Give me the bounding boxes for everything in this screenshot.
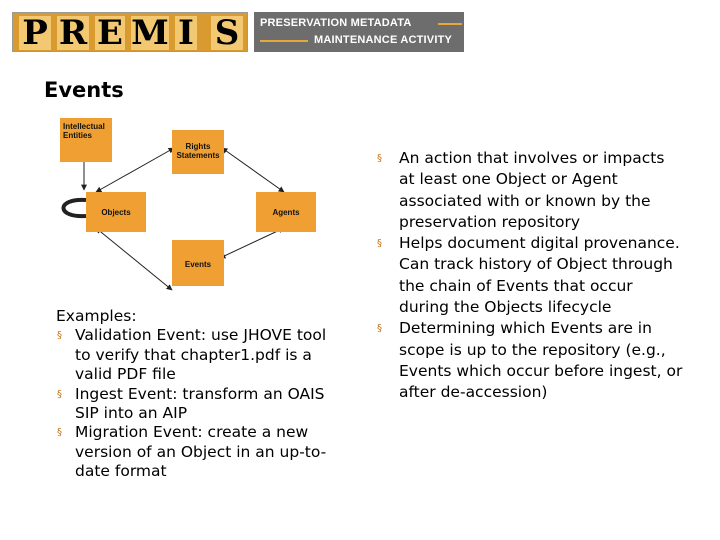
- node-label: Agents: [272, 208, 300, 217]
- objects-self-relation: [64, 200, 87, 216]
- bullet-icon: §: [57, 330, 62, 342]
- list-item-text: Determining which Events are in scope is up to the repository (e.g., Events which occur before ingest, or after de-accession): [399, 319, 683, 402]
- list-item: [376, 233, 684, 318]
- bullet-icon: §: [377, 238, 382, 250]
- logo-letter-s: S: [211, 16, 243, 50]
- arrow-objects-events: [96, 228, 172, 290]
- list-item-text: An action that involves or impacts at least one Object or Agent associated with or known by the preservation repository: [399, 149, 665, 231]
- bullet-icon: §: [57, 427, 62, 439]
- logo-letter-e: E: [95, 16, 125, 50]
- tagline-rule: [438, 23, 462, 25]
- logo-letter-i: I: [175, 16, 197, 50]
- list-item-text: Validation Event: use JHOVE tool to verify that chapter1.pdf is a valid PDF file: [75, 326, 327, 384]
- node-events: [172, 240, 224, 286]
- node-label: Events: [184, 260, 212, 269]
- logo-letter-r: R: [58, 13, 88, 53]
- header-banner: [12, 12, 464, 52]
- premis-data-model-diagram: [56, 112, 328, 298]
- node-label: Objects: [101, 208, 131, 217]
- node-agents: [256, 192, 316, 232]
- tagline-line2: MAINTENANCE ACTIVITY: [314, 34, 453, 46]
- list-item-text: Ingest Event: transform an OAIS SIP into an AIP: [75, 384, 325, 423]
- arrow-events-agents: [220, 228, 284, 258]
- bullet-list: [376, 148, 684, 404]
- tagline-box: [254, 12, 464, 52]
- logo-letter-p: P: [19, 16, 51, 50]
- list-item-text: Helps document digital provenance. Can track history of Object through the chain of Events that occur during the Objects lifecycle: [399, 234, 680, 317]
- node-objects: [86, 192, 146, 232]
- node-intellectual-entities: [60, 118, 112, 162]
- list-item: [56, 385, 346, 424]
- examples-heading: Examples:: [56, 307, 137, 325]
- list-item-text: Migration Event: create a new version of an Object in an up-to-date format: [75, 423, 327, 481]
- page-title: Events: [44, 78, 124, 102]
- event-definition-bullets: [376, 148, 684, 404]
- logo-letter-m: M: [131, 13, 169, 53]
- list-item: [376, 148, 684, 233]
- bullet-icon: §: [377, 153, 382, 164]
- list-item: [56, 423, 346, 481]
- bullet-icon: §: [377, 323, 382, 335]
- node-label: Entities: [63, 131, 92, 140]
- tagline-rule: [260, 40, 308, 42]
- node-label: Statements: [176, 151, 220, 160]
- arrow-rights-agents: [222, 148, 284, 192]
- node-label: Intellectual: [63, 122, 105, 131]
- bullet-icon: §: [57, 388, 62, 400]
- premis-logo: [12, 12, 248, 52]
- node-label: Rights: [185, 142, 211, 151]
- examples-list: [56, 326, 346, 481]
- list-item: [376, 318, 684, 403]
- tagline-line1: PRESERVATION METADATA: [260, 17, 412, 29]
- examples-section: [56, 307, 346, 482]
- list-item: [56, 326, 346, 384]
- node-rights-statements: [172, 130, 224, 174]
